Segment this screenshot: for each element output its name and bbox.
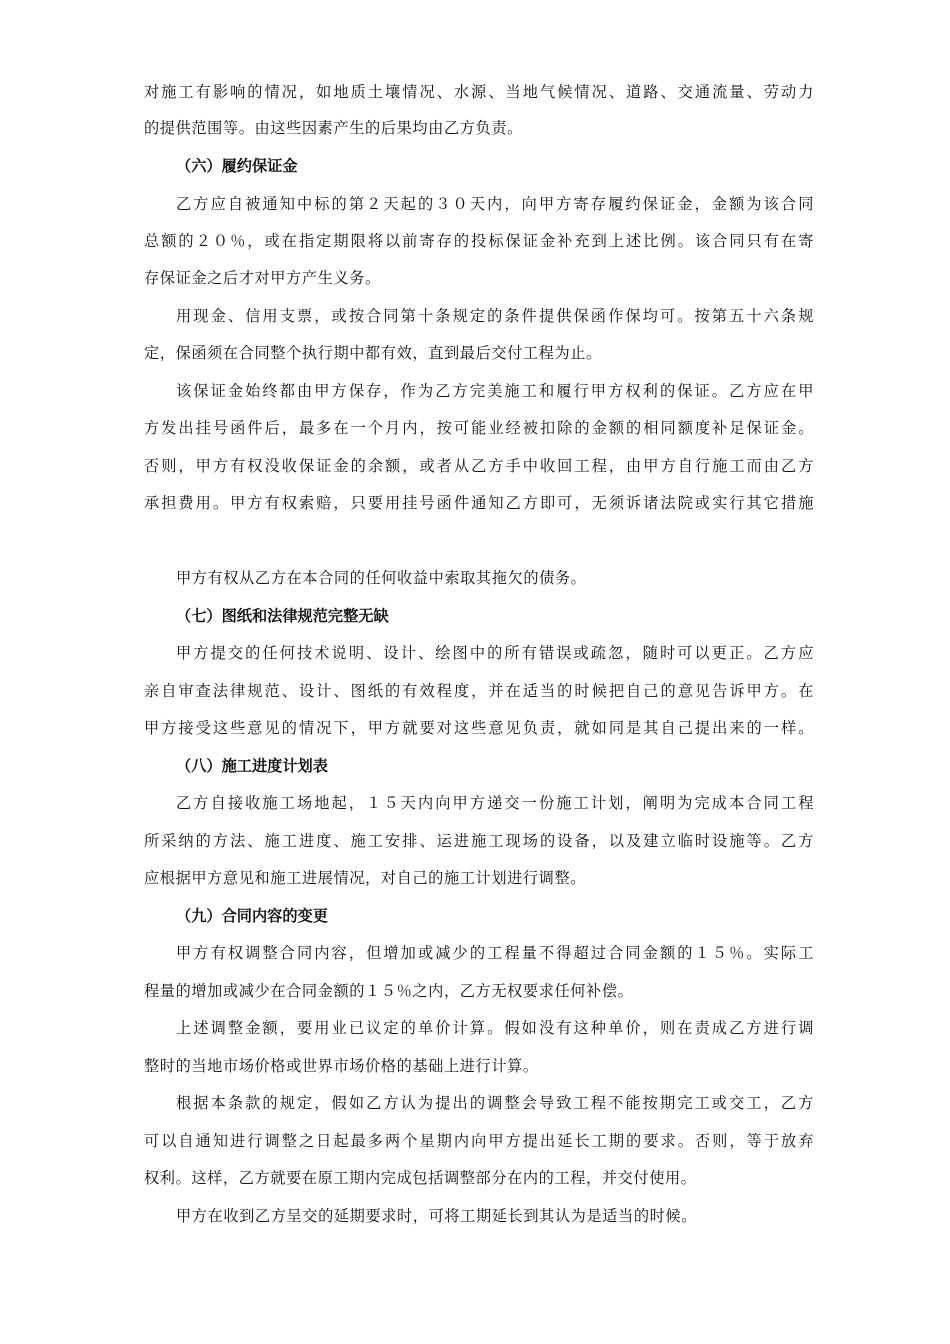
paragraph-line: 上述调整金额，要用业已议定的单价计算。假如没有这种单价，则在责成乙方进行调 [176, 1019, 814, 1037]
paragraph-line: 否则，甲方有权没收保证金的余额，或者从乙方手中收回工程，由甲方自行施工而由乙方 [144, 457, 814, 475]
paragraph-line: 方发出挂号函件后，最多在一个月内，按可能业经被扣除的金额的相同额度补足保证金。 [144, 419, 814, 437]
paragraph-line: 甲方有权从乙方在本合同的任何收益中索取其拖欠的债务。 [176, 569, 587, 587]
paragraph-line: 总额的２０％，或在指定期限将以前寄存的投标保证金补充到上述比例。该合同只有在寄 [144, 232, 814, 250]
paragraph-line: 用现金、信用支票，或按合同第十条规定的条件提供保函作保均可。按第五十六条规 [176, 307, 814, 325]
paragraph-line: 承担费用。甲方有权索赔，只要用挂号函件通知乙方即可，无须诉诸法院或实行其它措施 [144, 494, 814, 512]
section-heading-construction-schedule: （八）施工进度计划表 [176, 757, 328, 775]
paragraph-line: 根据本条款的规定，假如乙方认为提出的调整会导致工程不能按期完工或交工，乙方 [176, 1094, 814, 1112]
paragraph-line: 甲方有权调整合同内容，但增加或减少的工程量不得超过合同金额的１５％。实际工 [176, 944, 814, 962]
paragraph-line: 定，保函须在合同整个执行期中都有效，直到最后交付工程为止。 [144, 344, 602, 362]
paragraph-line: 所采纳的方法、施工进度、施工安排、运进施工现场的设备，以及建立临时设施等。乙方 [144, 832, 814, 850]
paragraph-line: 应根据甲方意见和施工进展情况，对自己的施工计划进行调整。 [144, 869, 587, 887]
paragraph-line: 乙方自接收施工场地起，１５天内向甲方递交一份施工计划，阐明为完成本合同工程 [176, 794, 814, 812]
paragraph-line: 该保证金始终都由甲方保存，作为乙方完美施工和履行甲方权利的保证。乙方应在甲 [176, 382, 814, 400]
paragraph-line: 程量的增加或减少在合同金额的１５％之内，乙方无权要求任何补偿。 [144, 982, 634, 1000]
section-heading-drawings-and-codes: （七）图纸和法律规范完整无缺 [176, 607, 389, 625]
paragraph-line: 甲方在收到乙方呈交的延期要求时，可将工期延长到其认为是适当的时候。 [176, 1207, 697, 1225]
section-heading-contract-changes: （九）合同内容的变更 [176, 907, 328, 925]
paragraph-line: 整时的当地市场价格或世界市场价格的基础上进行计算。 [144, 1057, 539, 1075]
paragraph-line: 可以自通知进行调整之日起最多两个星期内向甲方提出延长工期的要求。否则，等于放弃 [144, 1132, 814, 1150]
paragraph-line: 对施工有影响的情况，如地质土壤情况、水源、当地气候情况、道路、交通流量、劳动力 [144, 83, 814, 101]
paragraph-line: 甲方提交的任何技术说明、设计、绘图中的所有错误或疏忽，随时可以更正。乙方应 [176, 644, 814, 662]
paragraph-line: 亲自审查法律规范、设计、图纸的有效程度，并在适当的时候把自己的意见告诉甲方。在 [144, 682, 814, 700]
paragraph-line: 的提供范围等。由这些因素产生的后果均由乙方负责。 [144, 119, 523, 137]
paragraph-line: 存保证金之后才对甲方产生义务。 [144, 269, 381, 287]
paragraph-line: 权利。这样，乙方就要在原工期内完成包括调整部分在内的工程，并交付使用。 [144, 1169, 697, 1187]
paragraph-line: 甲方接受这些意见的情况下，甲方就要对这些意见负责，就如同是其自己提出来的一样。 [144, 719, 814, 737]
paragraph-line: 乙方应自被通知中标的第２天起的３０天内，向甲方寄存履约保证金，金额为该合同 [176, 195, 814, 213]
section-heading-performance-bond: （六）履约保证金 [176, 157, 298, 175]
